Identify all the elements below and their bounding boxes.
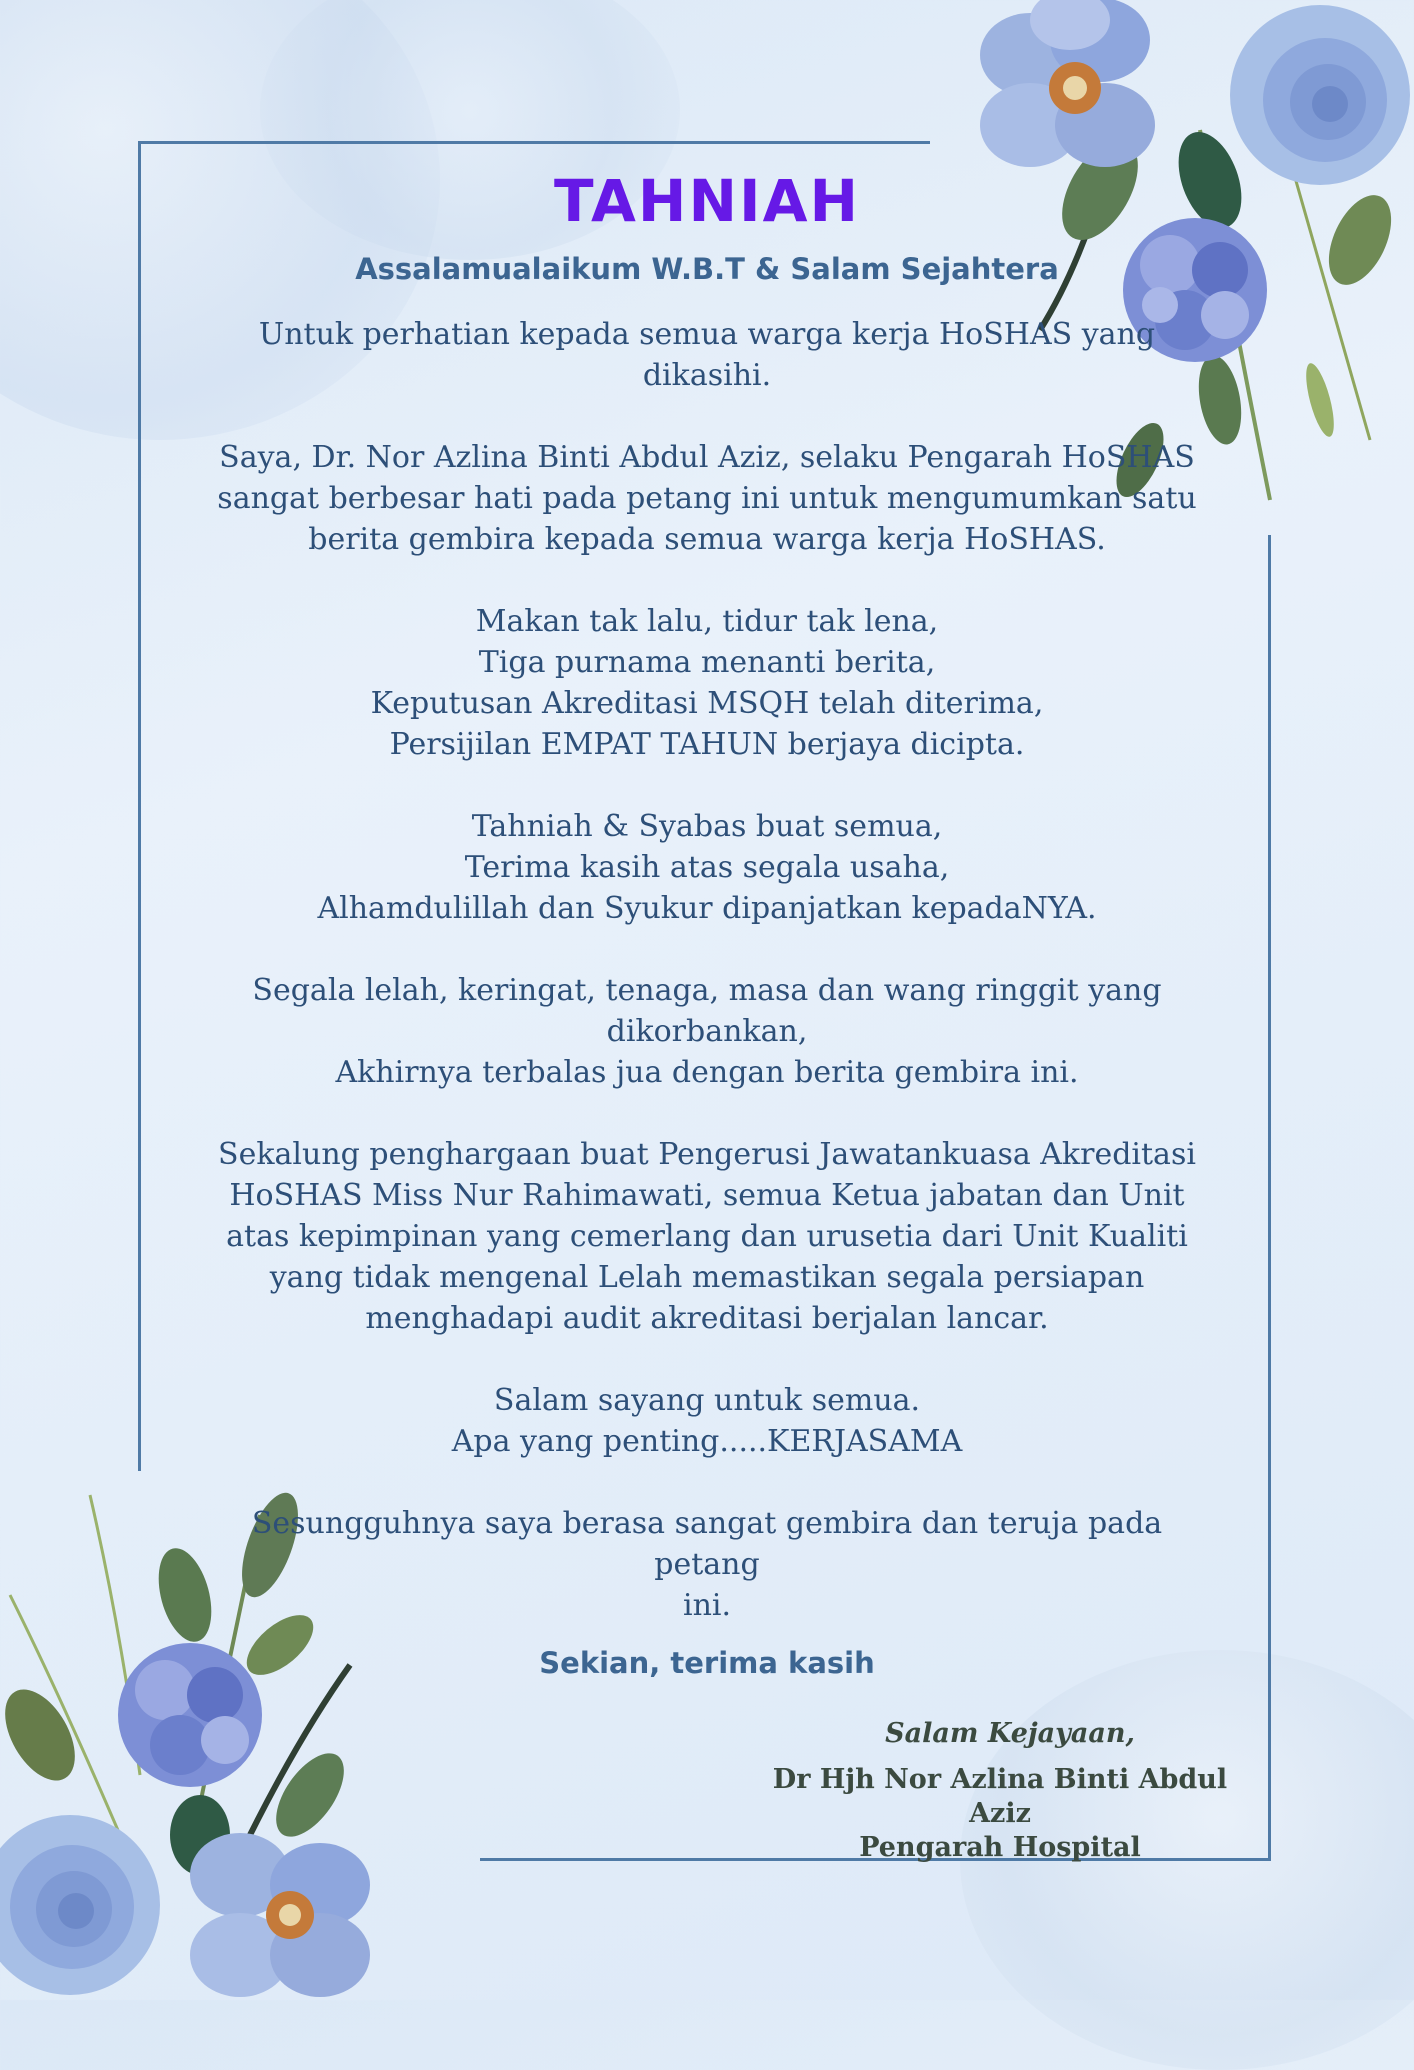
signature-block xyxy=(740,1718,1260,1865)
page-title: TAHNIAH xyxy=(553,167,861,235)
signature-salute: Salam Kejayaan, xyxy=(885,1718,1135,1749)
signature-name: Dr Hjh Nor Azlina Binti Abdul Aziz xyxy=(772,1764,1228,1829)
paragraph-gratitude: Sesungguhnya saya berasa sangat gembira dan teruja pada petang ini. xyxy=(251,1505,1163,1623)
frame-line-right xyxy=(1268,535,1271,1860)
paragraph-teamwork: Salam sayang untuk semua. Apa yang penting.....KERJASAMA xyxy=(451,1382,963,1459)
closing-line: Sekian, terima kasih xyxy=(539,1645,875,1680)
paragraph-announcement: Saya, Dr. Nor Azlina Binti Abdul Aziz, selaku Pengarah HoSHAS sangat berbesar hati pada petang ini untuk mengumumkan satu berita gembira kepada semua warga kerja HoSHAS. xyxy=(217,439,1197,557)
paragraph-poem-2: Tahniah & Syabas buat semua, Terima kasih atas segala usaha, Alhamdulillah dan Syukur dipanjatkan kepadaNYA. xyxy=(317,808,1097,926)
paragraph-appreciation: Sekalung penghargaan buat Pengerusi Jawatankuasa Akreditasi HoSHAS Miss Nur Rahimawati, semua Ketua jabatan dan Unit atas kepimpinan yang cemerlang dan urusetia dari Unit Kualiti yang tidak mengenal Lelah memastikan segala persiapan menghadapi audit akreditasi berjalan lancar. xyxy=(218,1136,1196,1336)
paragraph-intro: Untuk perhatian kepada semua warga kerja HoSHAS yang dikasihi. xyxy=(258,316,1156,393)
paragraph-sacrifice: Segala lelah, keringat, tenaga, masa dan wang ringgit yang dikorbankan, Akhirnya terbalas jua dengan berita gembira ini. xyxy=(252,972,1162,1090)
greeting: Assalamualaikum W.B.T & Salam Sejahtera xyxy=(355,251,1059,286)
frame-line-top xyxy=(138,141,930,144)
signature-role: Pengarah Hospital xyxy=(859,1832,1141,1863)
announcement-body xyxy=(200,150,1214,1710)
frame-line-left xyxy=(138,141,141,1471)
paragraph-poem-1: Makan tak lalu, tidur tak lena, Tiga purnama menanti berita, Keputusan Akreditasi MSQH telah diterima, Persijilan EMPAT TAHUN berjaya dicipta. xyxy=(370,603,1044,762)
